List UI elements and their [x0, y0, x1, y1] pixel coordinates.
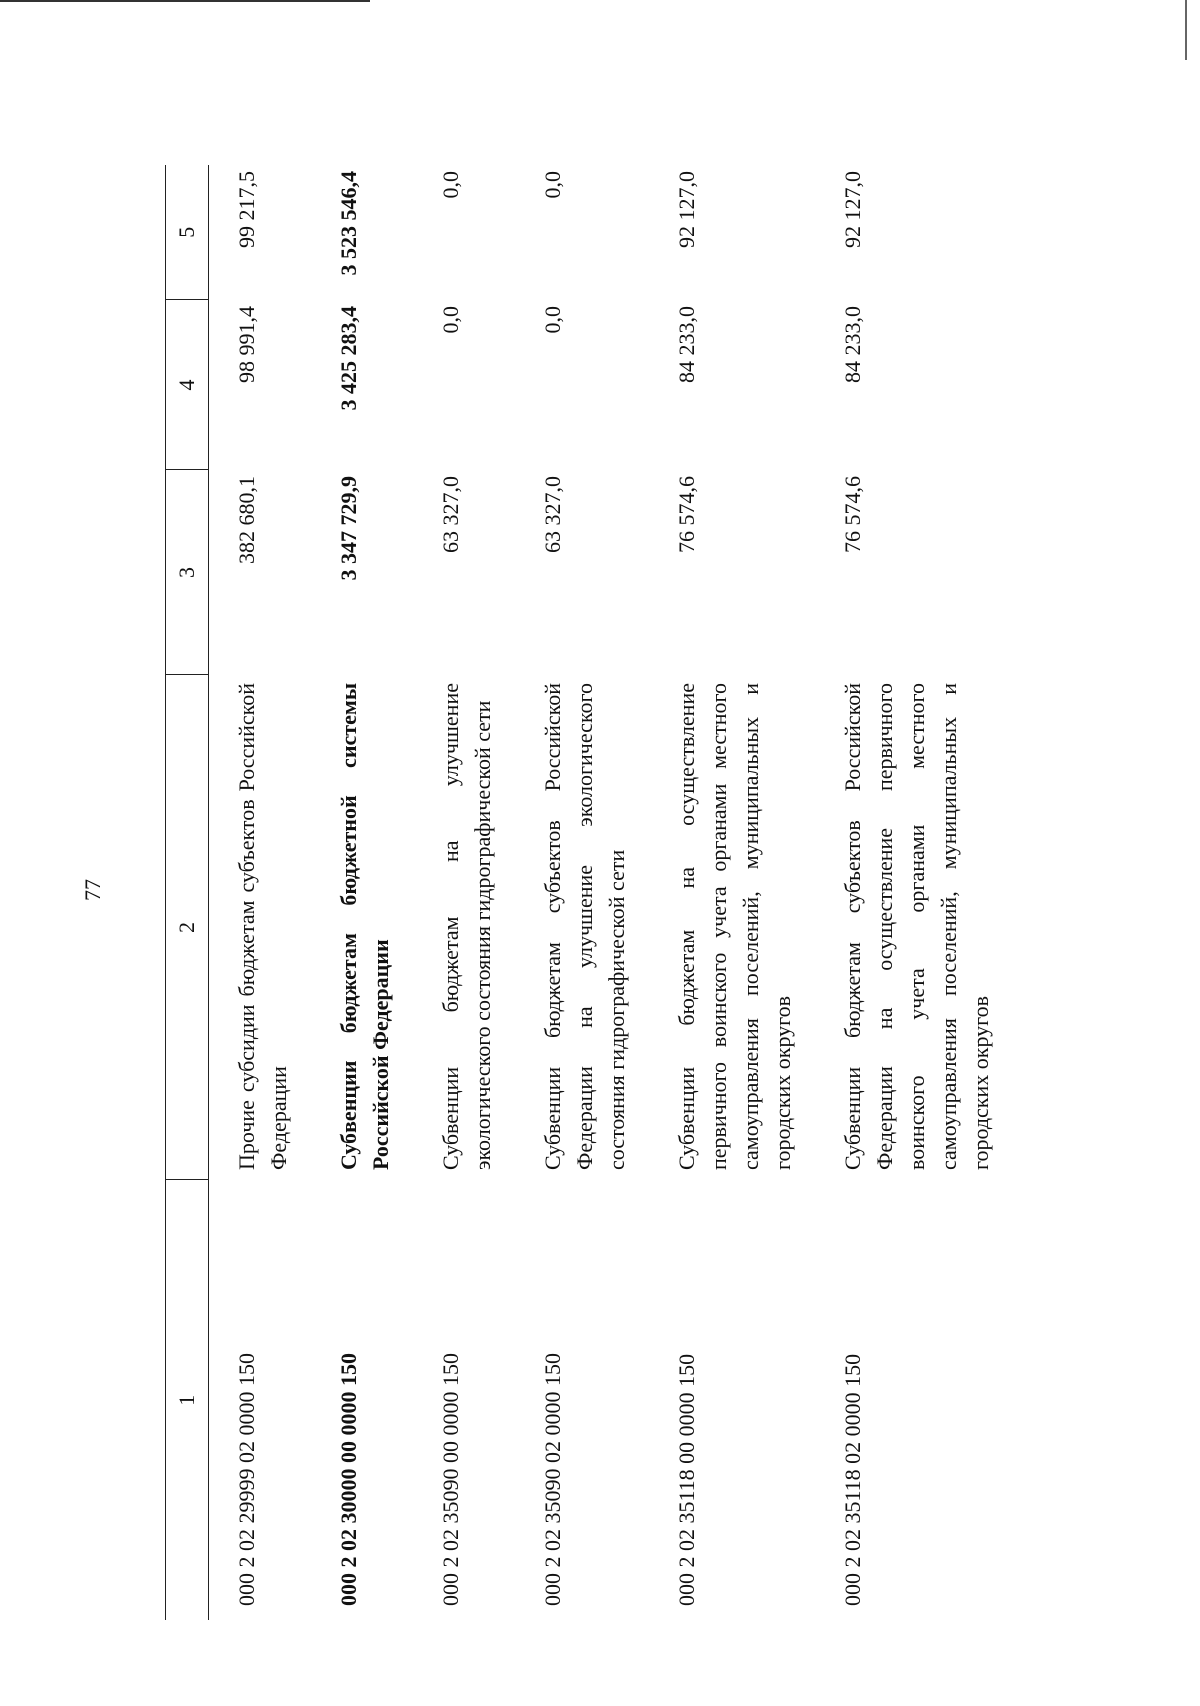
amount-col3: 63 327,0 [438, 476, 463, 553]
budget-item-name: Субвенции бюджетам бюджетной системы Российской Федерации [336, 683, 393, 1170]
budget-code: 000 2 02 30000 00 0000 150 [336, 1353, 361, 1606]
amount-col5: 92 127,0 [840, 171, 865, 248]
table-row [515, 165, 649, 1620]
budget-item-name: Субвенции бюджетам субъектов Российской Федерации на осуществление первичного воинского учета органами местного самоуправления поселений, муниципальных и городских округов [840, 683, 993, 1170]
budget-item-name: Субвенции бюджетам на осуществление первичного воинского учета органами местного самоуправления поселений, муниципальных и городских округов [674, 683, 795, 1170]
amount-col3: 63 327,0 [540, 476, 565, 553]
rotated-page [80, 150, 1080, 1620]
amount-col3: 76 574,6 [674, 476, 699, 553]
column-header: 4 [166, 300, 209, 470]
budget-item-name: Субвенции бюджетам субъектов Российской Федерации на улучшение экологического состояния гидрографической сети [540, 683, 629, 1170]
table-row [413, 165, 515, 1620]
budget-item-name: Прочие субсидии бюджетам субъектов Российской Федерации [234, 683, 291, 1170]
column-header: 5 [166, 165, 209, 300]
budget-code: 000 2 02 35118 02 0000 150 [840, 1353, 865, 1606]
table-row [311, 165, 413, 1620]
amount-col4: 84 233,0 [674, 306, 699, 383]
amount-col5: 92 127,0 [674, 171, 699, 248]
budget-table [165, 165, 1013, 1620]
column-header: 3 [166, 470, 209, 675]
amount-col5: 3 523 546,4 [336, 171, 361, 276]
amount-col4: 98 991,4 [234, 306, 259, 383]
budget-item-name: Субвенции бюджетам на улучшение экологического состояния гидрографической сети [438, 683, 495, 1170]
budget-code: 000 2 02 35090 02 0000 150 [540, 1353, 565, 1606]
amount-col4: 84 233,0 [840, 306, 865, 383]
table-row [209, 165, 312, 1620]
scan-edge-right [1185, 0, 1187, 60]
header-row [166, 165, 209, 1620]
amount-col5: 0,0 [438, 171, 463, 199]
amount-col4: 0,0 [540, 306, 565, 334]
amount-col5: 0,0 [540, 171, 565, 199]
amount-col5: 99 217,5 [234, 171, 259, 248]
amount-col3: 382 680,1 [234, 476, 259, 564]
scan-edge-top [0, 0, 370, 2]
budget-code: 000 2 02 35118 00 0000 150 [674, 1353, 699, 1606]
amount-col3: 76 574,6 [840, 476, 865, 553]
budget-code: 000 2 02 29999 02 0000 150 [234, 1353, 259, 1606]
amount-col4: 3 425 283,4 [336, 306, 361, 411]
amount-col3: 3 347 729,9 [336, 476, 361, 581]
table-row [649, 165, 815, 1620]
page-number: 77 [80, 879, 105, 901]
column-header: 2 [166, 675, 209, 1180]
budget-code: 000 2 02 35090 00 0000 150 [438, 1353, 463, 1606]
table-row [815, 165, 1013, 1620]
column-header: 1 [166, 1180, 209, 1620]
amount-col4: 0,0 [438, 306, 463, 334]
